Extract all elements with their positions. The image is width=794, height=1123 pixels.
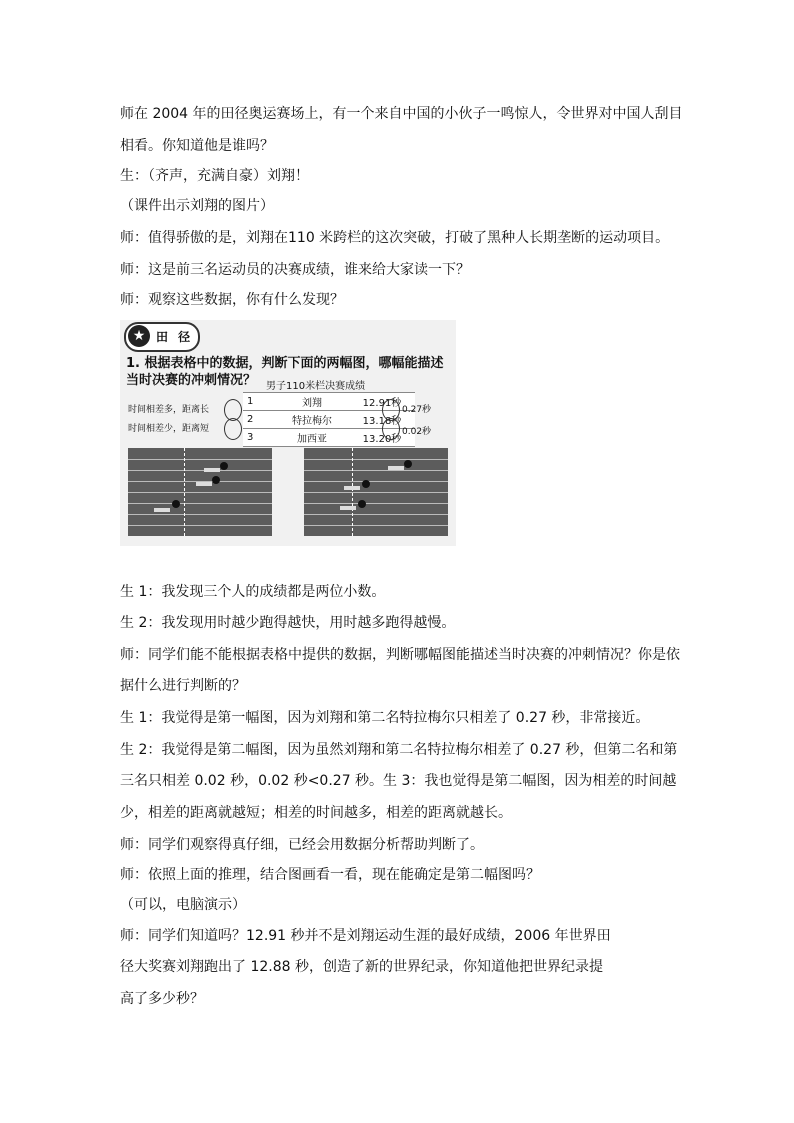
paragraph: 师：观察这些数据，你有什么发现？ — [120, 292, 344, 308]
track-image-2 — [304, 448, 448, 536]
time-difference-1: 0.27秒 — [402, 405, 432, 415]
badge-label: 田 径 — [156, 330, 194, 344]
paragraph: 径大奖赛刘翔跑出了 12.88 秒，创造了新的世界纪录，你知道他把世界纪录提 — [120, 959, 603, 975]
paragraph: 师：同学们观察得真仔细，已经会用数据分析帮助判断了。 — [120, 837, 484, 853]
athlete-cell: 刘翔 — [275, 393, 349, 411]
paragraph: 师：同学们能不能根据表格中提供的数据，判断哪幅图能描述当时决赛的冲刺情况？你是依 — [120, 647, 680, 663]
brace-left-bottom — [224, 418, 242, 440]
paragraph: （课件出示刘翔的图片） — [120, 198, 274, 214]
paragraph: 据什么进行判断的？ — [120, 678, 246, 694]
paragraph: 相看。你知道他是谁吗？ — [120, 138, 274, 154]
athlete-cell: 加西亚 — [275, 429, 349, 447]
rank-cell: 2 — [243, 411, 275, 429]
paragraph: 师在 2004 年的田径奥运赛场上，有一个来自中国的小伙子一鸣惊人，令世界对中国人刮目 — [120, 106, 683, 122]
runner-icon: ★ — [128, 325, 150, 347]
paragraph: 生：（齐声，充满自豪）刘翔！ — [120, 168, 309, 184]
athlete-cell: 特拉梅尔 — [275, 411, 349, 429]
paragraph: 师：这是前三名运动员的决赛成绩，谁来给大家读一下？ — [120, 262, 470, 278]
paragraph: 少，相差的距离就越短；相差的时间越多，相差的距离就越长。 — [120, 805, 512, 821]
textbook-figure — [120, 320, 456, 546]
results-table-title: 男子110米栏决赛成绩 — [266, 381, 366, 392]
paragraph: 师：值得骄傲的是，刘翔在110 米跨栏的这次突破，打破了黑种人长期垄断的运动项目。 — [120, 230, 670, 246]
paragraph: 生 2：我觉得是第二幅图，因为虽然刘翔和第二名特拉梅尔相差了 0.27 秒，但第二名和第 — [120, 742, 678, 758]
label-more-time: 时间相差多，距离长 — [128, 405, 210, 415]
time-cell: 13.20秒 — [349, 429, 415, 447]
paragraph: 生 1：我发现三个人的成绩都是两位小数。 — [120, 584, 386, 600]
time-cell: 13.18秒 — [349, 411, 415, 429]
paragraph: 师：依照上面的推理，结合图画看一看，现在能确定是第二幅图吗？ — [120, 867, 540, 883]
subject-badge — [124, 322, 200, 352]
paragraph: 三名只相差 0.02 秒，0.02 秒<0.27 秒。生 3：我也觉得是第二幅图，因为相差的时间越 — [120, 773, 677, 789]
label-less-time: 时间相差少，距离短 — [128, 424, 210, 434]
brace-right-bottom — [382, 418, 400, 440]
paragraph: 生 2：我发现用时越少跑得越快，用时越多跑得越慢。 — [120, 615, 456, 631]
paragraph: 师：同学们知道吗？12.91 秒并不是刘翔运动生涯的最好成绩，2006 年世界田 — [120, 928, 611, 944]
time-cell: 12.91秒 — [349, 393, 415, 411]
question-text: 当时决赛的冲刺情况？ — [126, 373, 257, 388]
paragraph: 生 1：我觉得是第一幅图，因为刘翔和第二名特拉梅尔只相差了 0.27 秒，非常接近。 — [120, 710, 650, 726]
paragraph: 高了多少秒？ — [120, 991, 204, 1007]
question-text: 1. 根据表格中的数据，判断下面的两幅图，哪幅能描述 — [126, 356, 444, 371]
rank-cell: 3 — [243, 429, 275, 447]
rank-cell: 1 — [243, 393, 275, 411]
time-difference-2: 0.02秒 — [402, 427, 432, 437]
paragraph: （可以，电脑演示） — [120, 897, 246, 913]
track-image-1 — [128, 448, 272, 536]
